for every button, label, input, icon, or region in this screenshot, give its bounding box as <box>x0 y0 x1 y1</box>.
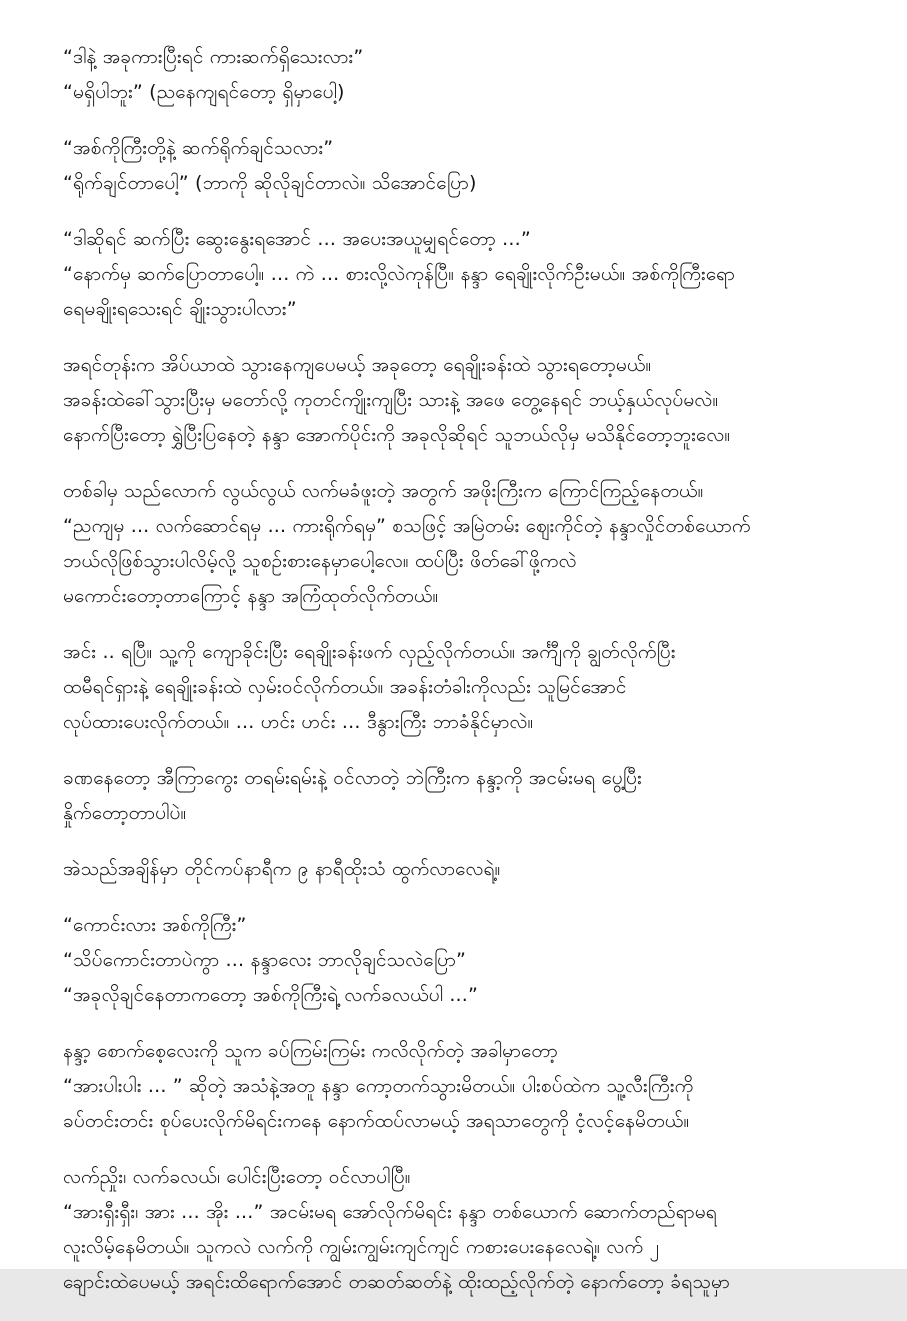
paragraph <box>63 474 867 614</box>
text-line: ဘယ်လိုဖြစ်သွားပါလိမ့်လို့ သူစဉ်းစားနေမှာပေါ့လေ။ ထပ်ပြီး ဖိတ်ခေါ်ဖို့ကလဲ <box>63 550 577 572</box>
text-line: အခန်းထဲခေါ်သွားပြီးမှ မတော်လို့ ကုတင်ကျိုးကျပြီး သားနဲ့ အဖေ တွေ့နေရင် ဘယ့်နှယ်လုပ်မလဲ။ <box>63 389 719 411</box>
document-content <box>63 40 867 1321</box>
text-line: နောက်ပြီးတော့ ရွှဲပြီးပြနေတဲ့ နန္ဒာ အောက်ပိုင်းကို အခုလိုဆိုရင် သူဘယ်လိုမှ မသိနိုင်တော့ဘူးလေ။ <box>63 424 731 446</box>
text-line: လုပ်ထားပေးလိုက်တယ်။ ... ဟင်း ဟင်း ... ဒီနွားကြီး ဘာခံနိုင်မှာလဲ။ <box>63 711 534 733</box>
paragraph <box>63 131 867 201</box>
text-line: ရေမချိုးရသေးရင် ချိုးသွားပါလား” <box>63 298 297 320</box>
text-line: “နောက်မှ ဆက်ပြောတာပေါ့။ ... ကဲ ... စားလို့လဲကုန်ပြီ။ နန္ဒာ ရေချိုးလိုက်ဦးမယ်။ အစ်ကိုကြီးရော <box>63 263 736 285</box>
text-line: အရင်တုန်းက အိပ်ယာထဲ သွားနေကျပေမယ့် အခုတော့ ရေချိုးခန်းထဲ သွားရတော့မယ်။ <box>63 354 652 376</box>
text-line: နှိုက်တော့တာပါပဲ။ <box>63 802 187 824</box>
text-line: “ဒါဆိုရင် ဆက်ပြီး ဆွေးနွေးရအောင် ... အပေးအယူမျှရင်တော့ ...” <box>63 228 531 250</box>
text-line: ထမီရင်ရှားနဲ့ ရေချိုးခန်းထဲ လှမ်းဝင်လိုက်တယ်။ အခန်းတံခါးကိုလည်း သူမြင်အောင် <box>63 676 627 698</box>
text-line: တစ်ခါမှ သည်လောက် လွယ်လွယ် လက်မခံဖူးတဲ့ အတွက် အဖိုးကြီးက ကြောင်ကြည့်နေတယ်။ <box>63 480 704 502</box>
text-line: အဲသည်အချိန်မှာ တိုင်ကပ်နာရီက ၉ နာရီထိုးသံ ထွက်လာလေရဲ့။ <box>63 858 501 880</box>
text-line: “ကောင်းလား အစ်ကိုကြီး” <box>63 914 247 936</box>
text-line: ခပ်တင်းတင်း စုပ်ပေးလိုက်မိရင်းကနေ နောက်ထပ်လာမယ့် အရသာတွေကို ငံ့လင့်နေမိတယ်။ <box>63 1110 690 1132</box>
text-line: ချောင်းထဲပေမယ့် အရင်းထိရောက်အောင် တဆတ်ဆတ်နဲ့ ထိုးထည့်လိုက်တဲ့ နောက်တော့ ခံရသူမှာ <box>63 1271 730 1293</box>
paragraph <box>63 908 867 1013</box>
text-line: အင်း .. ရပြီ။ သူ့ကို ကျောခိုင်းပြီး ရေချိုးခန်းဖက် လှည့်လိုက်တယ်။ အင်္ကျီကို ချွတ်လိုက်ပြီး <box>63 641 676 663</box>
text-line: “မရှိပါဘူး” (ညနေကျရင်တော့ ရှိမှာပေါ့) <box>63 81 345 103</box>
text-line: ခဏနေတော့ အီကြာကွေး တရမ်းရမ်းနဲ့ ဝင်လာတဲ့ ဘဲကြီးက နန္ဒာ့ကို အငမ်းမရ ပွေ့ပြီး <box>63 767 642 789</box>
paragraph <box>63 222 867 327</box>
paragraph <box>63 1034 867 1139</box>
text-line: နန္ဒာ့ စောက်စေ့လေးကို သူက ခပ်ကြမ်းကြမ်း ကလိလိုက်တဲ့ အခါမှာတော့ <box>63 1040 558 1062</box>
paragraph <box>63 852 867 887</box>
text-line: မကောင်းတော့တာကြောင့် နန္ဒာ အကြံထုတ်လိုက်တယ်။ <box>63 585 439 607</box>
text-line: “အစ်ကိုကြီးတို့နဲ့ ဆက်ရိုက်ချင်သလား” <box>63 137 334 159</box>
text-line: “ညကျမှ ... လက်ဆောင်ရမှ ... ကားရိုက်ရမှ” စသဖြင့် အမြဲတမ်း ဈေးကိုင်တဲ့ နန္ဒာလှိုင်တစ်ယောက် <box>63 515 751 537</box>
paragraph <box>63 348 867 453</box>
text-line: လူးလိမ့်နေမိတယ်။ သူကလဲ လက်ကို ကျွမ်းကျွမ်းကျင်ကျင် ကစားပေးနေလေရဲ့။ လက် ၂ <box>63 1236 660 1258</box>
text-line: “အားပါးပါး ... ” ဆိုတဲ့ အသံနဲ့အတူ နန္ဒာ ကော့တက်သွားမိတယ်။ ပါးစပ်ထဲက သူ့လီးကြီးကို <box>63 1075 694 1097</box>
paragraph <box>63 635 867 740</box>
paragraph <box>63 1160 867 1300</box>
paragraph <box>63 761 867 831</box>
text-line: လက်ညှိုး၊ လက်ခလယ်၊ ပေါင်းပြီးတော့ ဝင်လာပါပြီ။ <box>63 1166 411 1188</box>
text-line: “အားရှီးရှီး၊ အား ... အိုး ...” အငမ်းမရ အော်လိုက်မိရင်း နန္ဒာ တစ်ယောက် ဆောက်တည်ရာမရ <box>63 1201 717 1223</box>
text-line: “အခုလိုချင်နေတာကတော့ အစ်ကိုကြီးရဲ့ လက်ခလယ်ပါ ...” <box>63 984 479 1006</box>
text-line: “သိပ်ကောင်းတာပဲကွာ ... နန္ဒာလေး ဘာလိုချင်သလဲပြော” <box>63 949 467 971</box>
text-line: “ရိုက်ချင်တာပေါ့” (ဘာကို ဆိုလိုချင်တာလဲ။ သိအောင်ပြော) <box>63 172 477 194</box>
paragraph <box>63 40 867 110</box>
text-line: “ဒါနဲ့ အခုကားပြီးရင် ကားဆက်ရှိသေးလား” <box>63 46 364 68</box>
